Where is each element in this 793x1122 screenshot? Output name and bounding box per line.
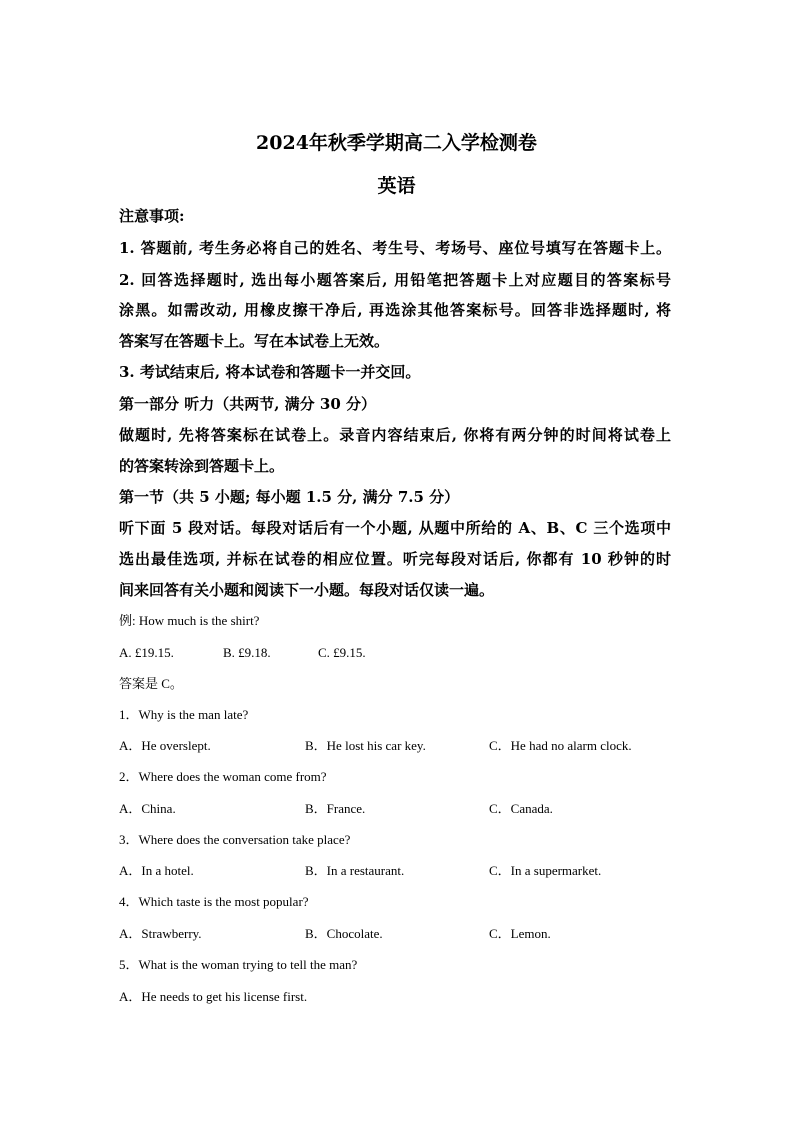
note-line: 2. 回答选择题时, 选出每小题答案后, 用铅笔把答题卡上对应题目的答案标号	[119, 271, 671, 289]
question-2-option-c: C．Canada.	[489, 801, 553, 816]
question-1-option-c: C．He had no alarm clock.	[489, 738, 632, 753]
section1-heading: 第一节（共 5 小题; 每小题 1.5 分, 满分 7.5 分）	[119, 488, 460, 506]
exam-title: 2024年秋季学期高二入学检测卷	[256, 132, 537, 154]
question-3-option-a: A．In a hotel.	[119, 863, 194, 878]
question-2: 2．Where does the woman come from?	[119, 769, 327, 784]
note-line: 答案写在答题卡上。写在本试卷上无效。	[119, 332, 390, 350]
part1-heading: 第一部分 听力（共两节, 满分 30 分）	[119, 395, 376, 413]
example-option-a: A. £19.15.	[119, 645, 174, 660]
question-2-option-b: B．France.	[305, 801, 366, 816]
question-4-option-b: B．Chocolate.	[305, 926, 383, 941]
example-answer: 答案是 C。	[119, 676, 183, 691]
part1-instruction: 做题时, 先将答案标在试卷上。录音内容结束后, 你将有两分钟的时间将试卷上	[119, 426, 671, 444]
question-5-option-a: A．He needs to get his license first.	[119, 989, 308, 1004]
question-3-option-b: B．In a restaurant.	[305, 863, 405, 878]
question-1: 1．Why is the man late?	[119, 707, 249, 722]
question-4-option-c: C．Lemon.	[489, 926, 551, 941]
question-3: 3．Where does the conversation take place?	[119, 832, 351, 847]
question-4-option-a: A．Strawberry.	[119, 926, 202, 941]
note-line: 3. 考试结束后, 将本试卷和答题卡一并交回。	[119, 363, 421, 381]
question-1-option-a: A．He overslept.	[119, 738, 211, 753]
subject-title: 英语	[377, 175, 416, 197]
example-question: 例: How much is the shirt?	[119, 613, 260, 628]
question-1-option-b: B．He lost his car key.	[305, 738, 426, 753]
question-3-option-c: C．In a supermarket.	[489, 863, 602, 878]
section1-instruction: 间来回答有关小题和阅读下一小题。每段对话仅读一遍。	[119, 581, 495, 599]
note-line: 1. 答题前, 考生务必将自己的姓名、考生号、考场号、座位号填写在答题卡上。	[119, 239, 671, 257]
example-option-b: B. £9.18.	[223, 645, 271, 660]
example-option-c: C. £9.15.	[318, 645, 366, 660]
notes-heading: 注意事项:	[119, 207, 185, 225]
section1-instruction: 听下面 5 段对话。每段对话后有一个小题, 从题中所给的 A、B、C 三个选项中	[119, 519, 671, 537]
question-2-option-a: A．China.	[119, 801, 176, 816]
note-line: 涂黑。如需改动, 用橡皮擦干净后, 再选涂其他答案标号。回答非选择题时, 将	[119, 301, 671, 319]
question-4: 4．Which taste is the most popular?	[119, 894, 309, 909]
question-5: 5．What is the woman trying to tell the man?	[119, 957, 358, 972]
section1-instruction: 选出最佳选项, 并标在试卷的相应位置。听完每段对话后, 你都有 10 秒钟的时	[119, 550, 671, 568]
part1-instruction: 的答案转涂到答题卡上。	[119, 457, 285, 475]
